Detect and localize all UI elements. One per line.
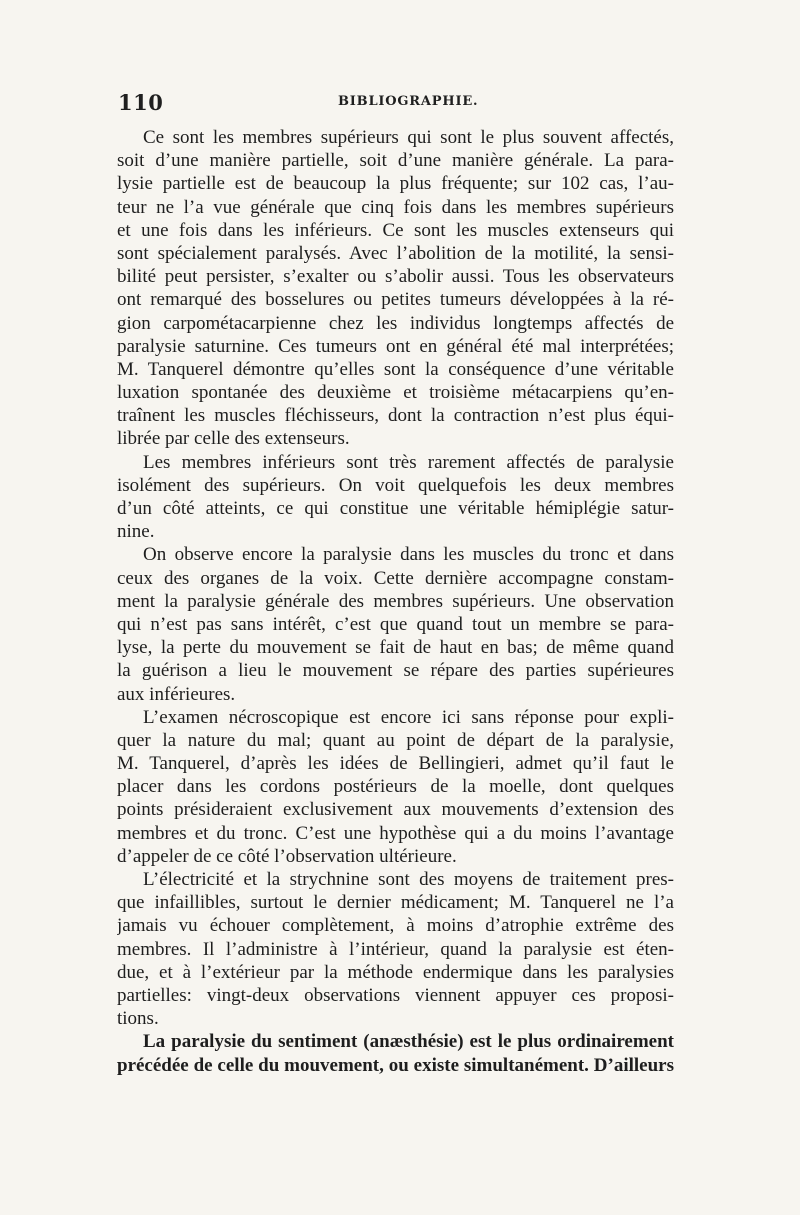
text-line: ment la paralysie générale des membres supérieurs. Une observation [117, 590, 674, 612]
text-line: d’un côté atteints, ce qui constitue une véritable hémiplégie satur- [117, 498, 674, 519]
text-line: placer dans les cordons postérieurs de la moelle, dont quelques [117, 776, 674, 798]
text-line: membres et du tronc. C’est une hypothèse qui a du moins l’avantage [117, 822, 674, 844]
text-line: ont remarqué des bosselures ou petites tumeurs développées à la ré- [117, 289, 674, 311]
page-number: 110 [118, 90, 164, 115]
text-line: Les membres inférieurs sont très rarement affectés de paralysie [143, 451, 674, 473]
text-line: lyse, la perte du mouvement se fait de haut en bas; de même quand [117, 637, 674, 659]
text-line: M. Tanquerel, d’après les idées de Bellingieri, admet qu’il faut le [117, 753, 674, 775]
text-line: L’électricité et la strychnine sont des moyens de traitement pres- [143, 869, 674, 890]
text-line: soit d’une manière partielle, soit d’une manière générale. La para- [117, 150, 674, 172]
text-line: points présideraient exclusivement aux mouvements d’extension des [117, 799, 674, 821]
text-line: nine. [117, 521, 155, 543]
text-line: Ce sont les membres supérieurs qui sont le plus souvent affectés, [143, 127, 674, 148]
text-line: aux inférieures. [117, 683, 236, 705]
text-line: et une fois dans les inférieurs. Ce sont les muscles extenseurs qui [117, 219, 674, 241]
text-line: tions. [117, 1008, 159, 1030]
body-text [117, 126, 674, 1077]
text-line: La paralysie du sentiment (anæsthésie) est le plus ordinairement [143, 1031, 674, 1053]
running-title: BIBLIOGRAPHIE. [338, 94, 479, 109]
text-line: d’appeler de ce côté l’observation ultérieure. [117, 845, 457, 867]
text-line: gion carpométacarpienne chez les individus longtemps affectés de [117, 312, 674, 334]
text-line: L’examen nécroscopique est encore ici sans réponse pour expli- [143, 706, 674, 728]
text-line: due, et à l’extérieur par la méthode endermique dans les paralysies [117, 961, 674, 983]
text-line: M. Tanquerel démontre qu’elles sont la conséquence d’une véritable [117, 358, 674, 380]
page-header [118, 90, 674, 118]
text-line: jamais vu échouer complètement, à moins d’atrophie extrême des [117, 915, 674, 937]
text-line: luxation spontanée des deuxième et troisième métacarpiens qu’en- [117, 382, 674, 404]
text-line: que infaillibles, surtout le dernier médicament; M. Tanquerel ne l’a [117, 892, 674, 914]
text-line: membres. Il l’administre à l’intérieur, quand la paralysie est éten- [117, 938, 674, 960]
text-line: qui n’est pas sans intérêt, c’est que quand tout un membre se para- [117, 613, 674, 635]
text-line: partielles: vingt-deux observations viennent appuyer ces proposi- [117, 984, 674, 1006]
text-line: On observe encore la paralysie dans les muscles du tronc et dans [143, 544, 674, 566]
text-line: précédée de celle du mouvement, ou existe simultanément. D’ailleurs [117, 1054, 674, 1076]
text-line: la guérison a lieu le mouvement se répare des parties supérieures [117, 660, 674, 682]
text-line: teur ne l’a vue générale que cinq fois dans les membres supérieurs [117, 196, 674, 218]
text-line: isolément des supérieurs. On voit quelquefois les deux membres [117, 474, 674, 496]
text-line: ceux des organes de la voix. Cette dernière accompagne constam- [117, 567, 674, 589]
text-line: paralysie saturnine. Ces tumeurs ont en général été mal interprétées; [117, 335, 674, 357]
text-line: lysie partielle est de beaucoup la plus fréquente; sur 102 cas, l’au- [117, 173, 674, 195]
text-line: librée par celle des extenseurs. [117, 428, 350, 450]
text-line: sont spécialement paralysés. Avec l’abolition de la motilité, la sensi- [117, 242, 674, 264]
text-line: bilité peut persister, s’exalter ou s’abolir aussi. Tous les observateurs [117, 266, 674, 288]
text-line: quer la nature du mal; quant au point de départ de la paralysie, [117, 729, 674, 751]
text-line: traînent les muscles fléchisseurs, dont la contraction n’est plus équi- [117, 405, 674, 427]
